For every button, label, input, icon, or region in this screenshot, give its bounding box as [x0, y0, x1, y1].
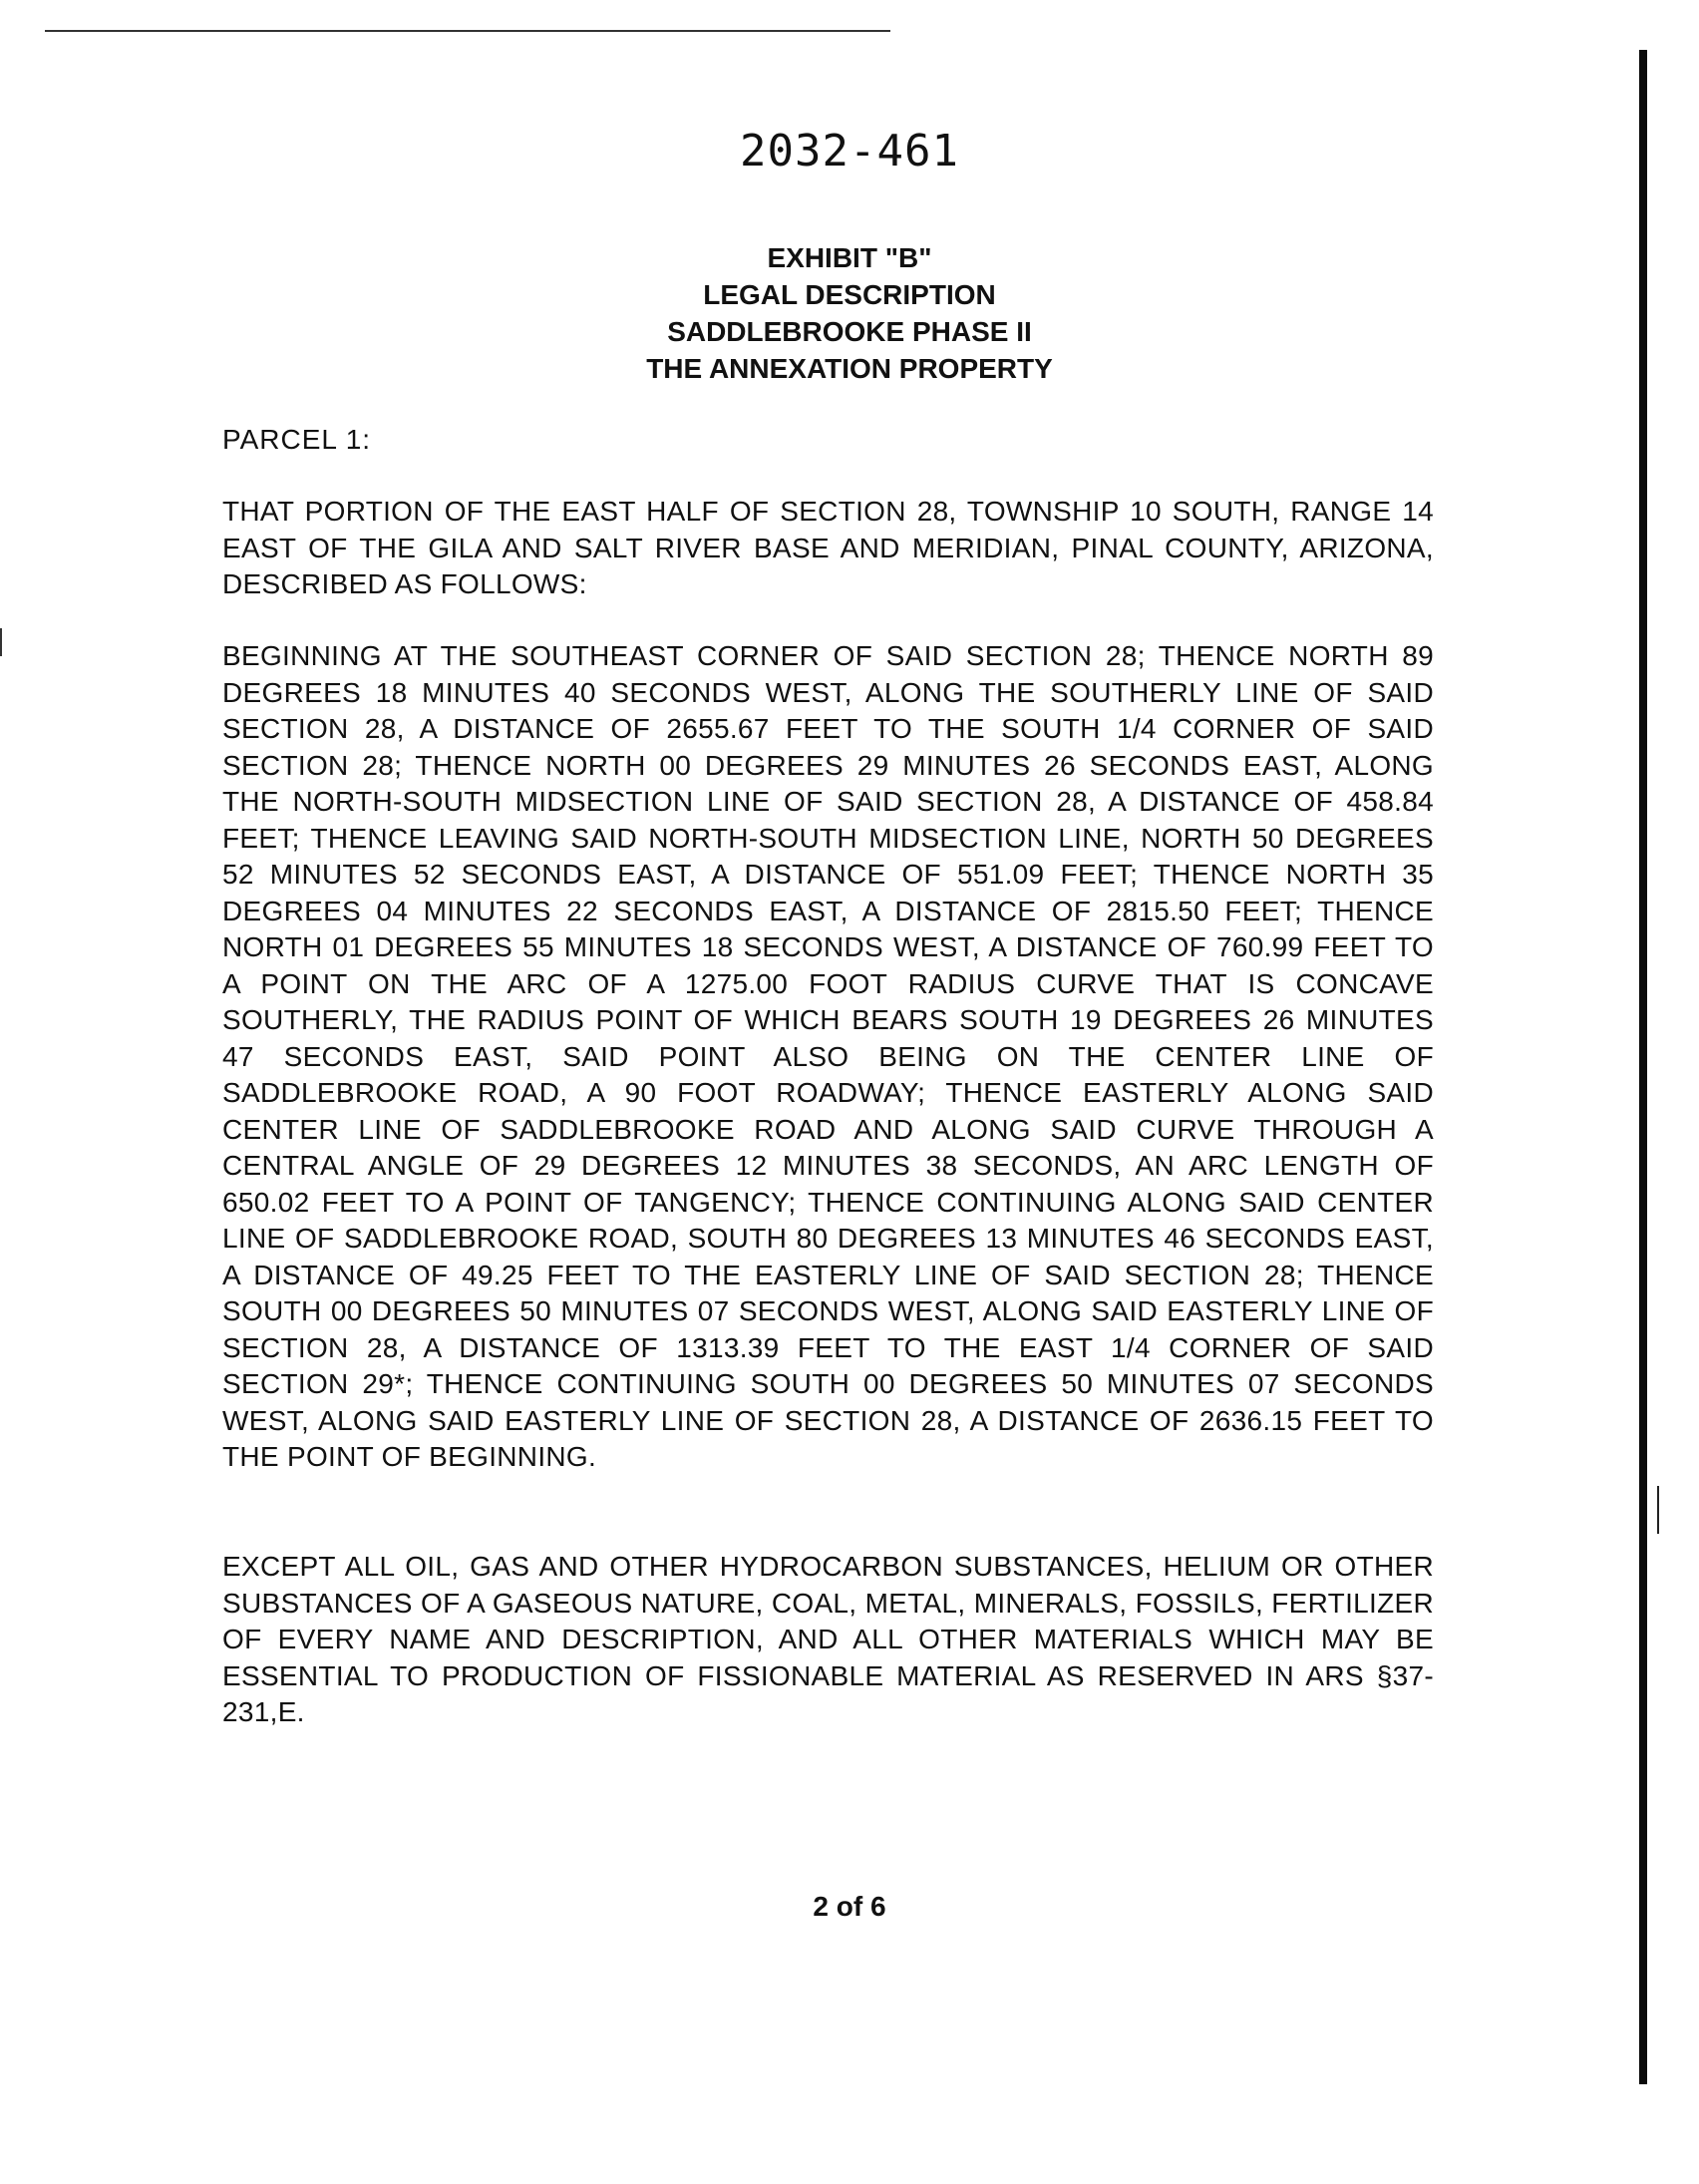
mineral-exception-paragraph: EXCEPT ALL OIL, GAS AND OTHER HYDROCARBON SUBSTANCES, HELIUM OR OTHER SUBSTANCES OF A GASEOUS NATURE, COAL, METAL, MINERALS, FOSSILS, FERTILIZER OF EVERY NAME AND DESCRIPTION, AND ALL OTHER MATERIALS WHICH MAY BE ESSENTIAL TO PRODUCTION OF FISSIONABLE MATERIAL AS RESERVED IN ARS §37-231,E. [222, 1551, 1434, 1727]
legal-description-title: LEGAL DESCRIPTION [703, 279, 996, 310]
document-number: 2032-461 [740, 126, 959, 177]
scan-top-rule [45, 30, 890, 32]
parcel-label: PARCEL 1: [222, 424, 372, 455]
project-title: SADDLEBROOKE PHASE II [667, 316, 1032, 347]
scan-right-tick-mark [1657, 1486, 1659, 1534]
exhibit-title: EXHIBIT "B" [767, 242, 932, 273]
exhibit-heading [0, 239, 1699, 387]
page-number: 2 of 6 [813, 1891, 886, 1922]
parcel-location-paragraph: THAT PORTION OF THE EAST HALF OF SECTION 28, TOWNSHIP 10 SOUTH, RANGE 14 EAST OF THE GILA AND SALT RIVER BASE AND MERIDIAN, PINAL COUNTY, ARIZONA, DESCRIBED AS FOLLOWS: [222, 496, 1434, 599]
scan-left-tick-mark [0, 628, 2, 656]
property-title: THE ANNEXATION PROPERTY [646, 353, 1053, 384]
metes-and-bounds-paragraph: BEGINNING AT THE SOUTHEAST CORNER OF SAID SECTION 28; THENCE NORTH 89 DEGREES 18 MINUTES 40 SECONDS WEST, ALONG THE SOUTHERLY LINE OF SAID SECTION 28, A DISTANCE OF 2655.67 FEET TO THE SOUTH 1/4 CORNER OF SAID SECTION 28; THENCE NORTH 00 DEGREES 29 MINUTES 26 SECONDS EAST, ALONG THE NORTH-SOUTH MIDSECTION LINE OF SAID SECTION 28, A DISTANCE OF 458.84 FEET; THENCE LEAVING SAID NORTH-SOUTH MIDSECTION LINE, NORTH 50 DEGREES 52 MINUTES 52 SECONDS EAST, A DISTANCE OF 551.09 FEET; THENCE NORTH 35 DEGREES 04 MINUTES 22 SECONDS EAST, A DISTANCE OF 2815.50 FEET; THENCE NORTH 01 DEGREES 55 MINUTES 18 SECONDS WEST, A DISTANCE OF 760.99 FEET TO A POINT ON THE ARC OF A 1275.00 FOOT RADIUS CURVE THAT IS CONCAVE SOUTHERLY, THE RADIUS POINT OF WHICH BEARS SOUTH 19 DEGREES 26 MINUTES 47 SECONDS EAST, SAID POINT ALSO BEING ON THE CENTER LINE OF SADDLEBROOKE ROAD, A 90 FOOT ROADWAY; THENCE EASTERLY ALONG SAID CENTER LINE OF SADDLEBROOKE ROAD AND ALONG SAID CURVE THROUGH A CENTRAL ANGLE OF 29 DEGREES 12 MINUTES 38 SECONDS, AN ARC LENGTH OF 650.02 FEET TO A POINT OF TANGENCY; THENCE CONTINUING ALONG SAID CENTER LINE OF SADDLEBROOKE ROAD, SOUTH 80 DEGREES 13 MINUTES 46 SECONDS EAST, A DISTANCE OF 49.25 FEET TO THE EASTERLY LINE OF SAID SECTION 28; THENCE SOUTH 00 DEGREES 50 MINUTES 07 SECONDS WEST, ALONG SAID EASTERLY LINE OF SECTION 28, A DISTANCE OF 1313.39 FEET TO THE EAST 1/4 CORNER OF SAID SECTION 29*; THENCE CONTINUING SOUTH 00 DEGREES 50 MINUTES 07 SECONDS WEST, ALONG SAID EASTERLY LINE OF SECTION 28, A DISTANCE OF 2636.15 FEET TO THE POINT OF BEGINNING. [222, 640, 1434, 1472]
